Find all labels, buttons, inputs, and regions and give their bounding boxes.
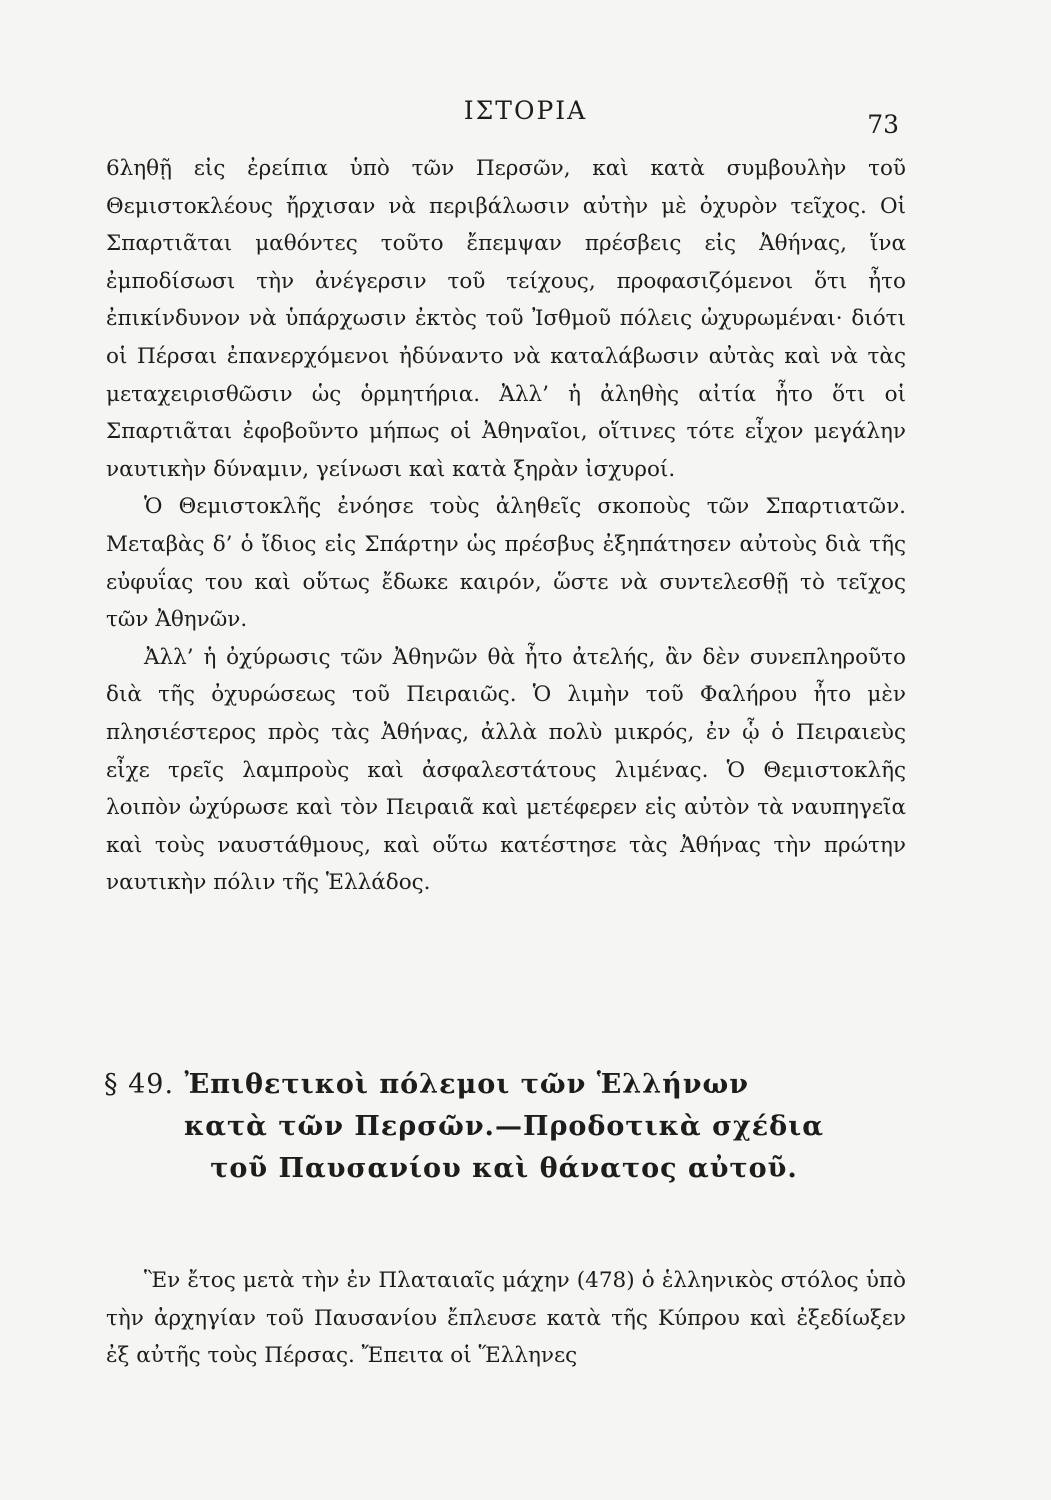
running-title: ΙΣΤΟΡΙΑ [463, 96, 588, 125]
text-block-1 [106, 150, 906, 902]
text-block-2 [106, 1262, 906, 1375]
section-title-line-1: Ἐπιθετικοὶ πόλεμοι τῶν Ἑλλήνων [184, 1069, 749, 1100]
paragraph: 6ληθῇ εἰς ἐρείπια ὑπὸ τῶν Περσῶν, καὶ κατὰ συμβουλὴν τοῦ Θεμιστοκλέους ἤρχισαν νὰ περιβάλωσιν αὐτὴν μὲ ὀχυρὸν τεῖχος. Οἱ Σπαρτιᾶται μαθόντες τοῦτο ἔπεμψαν πρέσβεις εἰς Ἀθήνας, ἵνα ἐμποδίσωσι τὴν ἀνέγερσιν τοῦ τείχους, προφασιζόμενοι ὅτι ἦτο ἐπικίνδυνον νὰ ὑπάρχωσιν ἐκτὸς τοῦ Ἰσθμοῦ πόλεις ὠχυρωμέναι· διότι οἱ Πέρσαι ἐπανερχόμενοι ἠδύναντο νὰ καταλάβωσιν αὐτὰς καὶ νὰ τὰς μεταχειρισθῶσιν ὡς ὁρμητήρια. Ἀλλ’ ἡ ἀληθὴς αἰτία ἦτο ὅτι οἱ Σπαρτιᾶται ἐφοβοῦντο μήπως οἱ Ἀθηναῖοι, οἵτινες τότε εἶχον μεγάλην ναυτικὴν δύναμιν, γείνωσι καὶ κατὰ ξηρὰν ἰσχυροί. [106, 156, 906, 482]
section-title-line-3: τοῦ Παυσανίου καὶ θάνατος αὐτοῦ. [210, 1153, 798, 1184]
section-title-line-2: κατὰ τῶν Περσῶν.—Προδοτικὰ σχέδια [183, 1111, 825, 1142]
section-number: § 49. [104, 1069, 175, 1100]
section-heading [104, 1064, 884, 1190]
paragraph: Ὁ Θεμιστοκλῆς ἐνόησε τοὺς ἀληθεῖς σκοποὺς τῶν Σπαρτιατῶν. Μεταβὰς δ’ ὁ ἴδιος εἰς Σπάρτην ὡς πρέσβυς ἐξηπάτησεν αὐτοὺς διὰ τῆς εὐφυΐας του καὶ οὕτως ἔδωκε καιρόν, ὥστε νὰ συντελεσθῇ τὸ τεῖχος τῶν Ἀθηνῶν. [106, 494, 906, 633]
paragraph: Ἀλλ’ ἡ ὀχύρωσις τῶν Ἀθηνῶν θὰ ἦτο ἀτελής, ἂν δὲν συνεπληροῦτο διὰ τῆς ὀχυρώσεως τοῦ Πειραιῶς. Ὁ λιμὴν τοῦ Φαλήρου ἦτο μὲν πλησιέστερος πρὸς τὰς Ἀθήνας, ἀλλὰ πολὺ μικρός, ἐν ᾧ ὁ Πειραιεὺς εἶχε τρεῖς λαμπροὺς καὶ ἀσφαλεστάτους λιμένας. Ὁ Θεμιστοκλῆς λοιπὸν ὠχύρωσε καὶ τὸν Πειραιᾶ καὶ μετέφερεν εἰς αὐτὸν τὰ ναυπηγεῖα καὶ τοὺς ναυστάθμους, καὶ οὕτω κατέστησε τὰς Ἀθήνας τὴν πρώτην ναυτικὴν πόλιν τῆς Ἑλλάδος. [106, 644, 906, 896]
page-number: 73 [867, 110, 899, 139]
paragraph: Ἓν ἔτος μετὰ τὴν ἐν Πλαταιαῖς μάχην (478) ὁ ἑλληνικὸς στόλος ὑπὸ τὴν ἀρχηγίαν τοῦ Παυσανίου ἔπλευσε κατὰ τῆς Κύπρου καὶ ἐξεδίωξεν ἐξ αὐτῆς τοὺς Πέρσας. Ἔπειτα οἱ Ἕλληνες [106, 1268, 906, 1369]
